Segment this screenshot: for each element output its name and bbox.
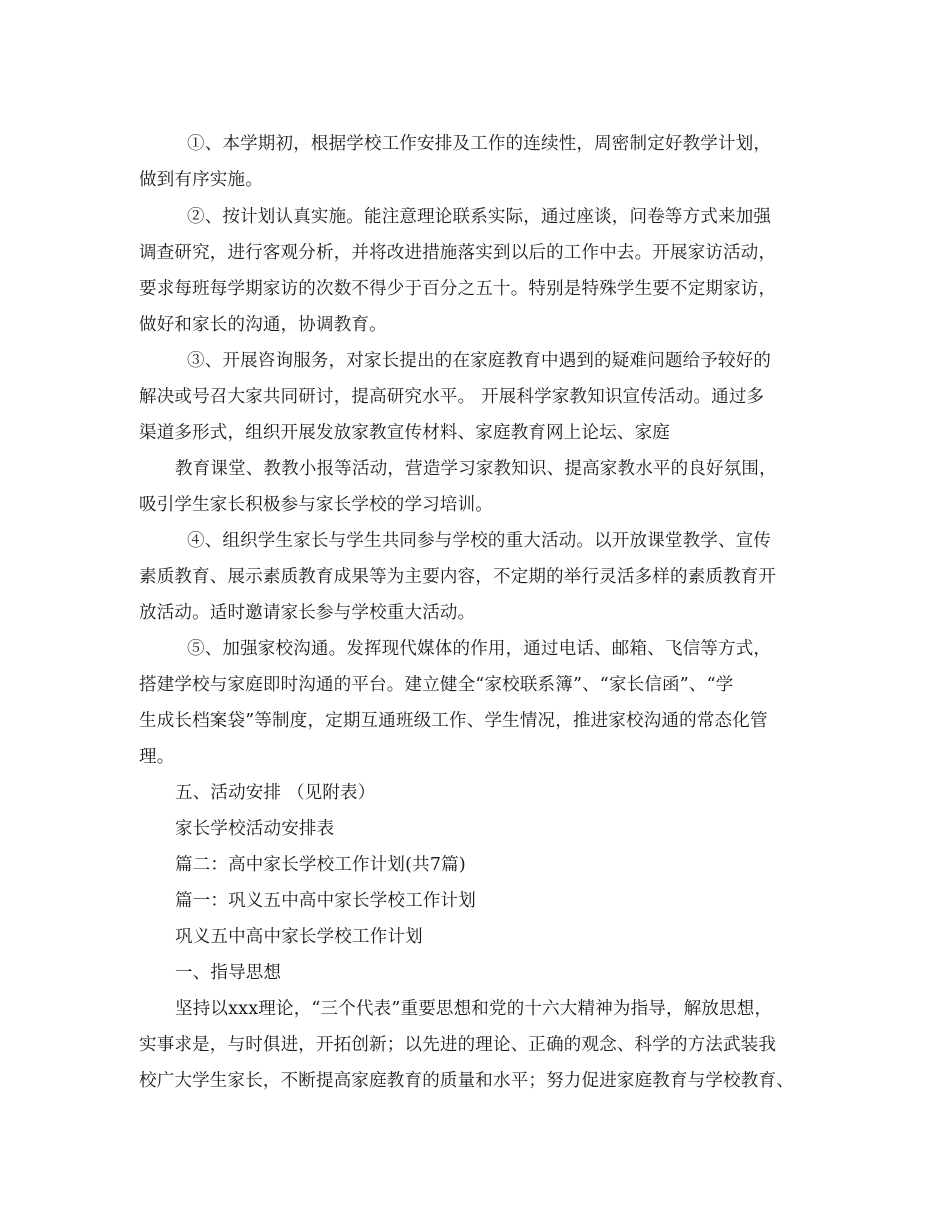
text-line: 篇二：高中家长学校工作计划(共7篇) (175, 855, 466, 875)
text-line: 渠道多形式，组织开展发放家教宣传材料、家庭教育网上论坛、家庭 (139, 423, 670, 443)
text-line: ④、组织学生家长与学生共同参与学校的重大活动。以开放课堂教学、宣传 (187, 531, 772, 551)
text-line: 生成长档案袋”等制度，定期互通班级工作、学生情况，推进家校沟通的常态化管 (139, 711, 768, 731)
text-line: 实事求是，与时俱进，开拓创新；以先进的理论、正确的观念、科学的方法武装我 (139, 1035, 777, 1055)
text-line: 放活动。适时邀请家长参与学校重大活动。 (139, 603, 476, 623)
text-line: ⑤、加强家校沟通。发挥现代媒体的作用，通过电话、邮箱、飞信等方式， (187, 639, 772, 659)
text-line: 解决或号召大家共同研讨，提高研究水平。 开展科学家教知识宣传活动。通过多 (139, 387, 765, 407)
text-line: 做到有序实施。 (139, 170, 263, 190)
text-line: 调查研究，进行客观分析，并将改进措施落实到以后的工作中去。开展家访活动， (139, 243, 777, 263)
text-line: 素质教育、展示素质教育成果等为主要内容，不定期的举行灵活多样的素质教育开 (139, 567, 777, 587)
text-line: 理。 (139, 747, 175, 767)
text-line: 家长学校活动安排表 (175, 819, 335, 839)
text-line: 吸引学生家长积极参与家长学校的学习培训。 (139, 495, 493, 515)
text-line: 教育课堂、教教小报等活动，营造学习家教知识、提高家教水平的良好氛围， (175, 459, 777, 479)
section-heading: 五、活动安排 （见附表） (175, 783, 376, 803)
text-line: ②、按计划认真实施。能注意理论联系实际，通过座谈，问卷等方式来加强 (187, 207, 772, 227)
text-line: 坚持以xxx理论，“三个代表”重要思想和党的十六大精神为指导，解放思想， (175, 999, 773, 1019)
text-line: ①、本学期初，根据学校工作安排及工作的连续性，周密制定好教学计划， (187, 134, 772, 154)
text-line: 篇一：巩义五中高中家长学校工作计划 (175, 891, 476, 911)
text-line: 巩义五中高中家长学校工作计划 (175, 927, 423, 947)
text-line: 要求每班每学期家访的次数不得少于百分之五十。特别是特殊学生要不定期家访， (139, 279, 777, 299)
text-line: 校广大学生家长，不断提高家庭教育的质量和水平；努力促进家庭教育与学校教育、 (139, 1071, 794, 1091)
text-line: 做好和家长的沟通，协调教育。 (139, 315, 387, 335)
section-heading: 一、指导思想 (175, 963, 282, 983)
text-line: ③、开展咨询服务，对家长提出的在家庭教育中遇到的疑难问题给予较好的 (187, 351, 772, 371)
text-line: 搭建学校与家庭即时沟通的平台。建立健全“家校联系簿”、“家长信函”、“学 (139, 675, 734, 695)
